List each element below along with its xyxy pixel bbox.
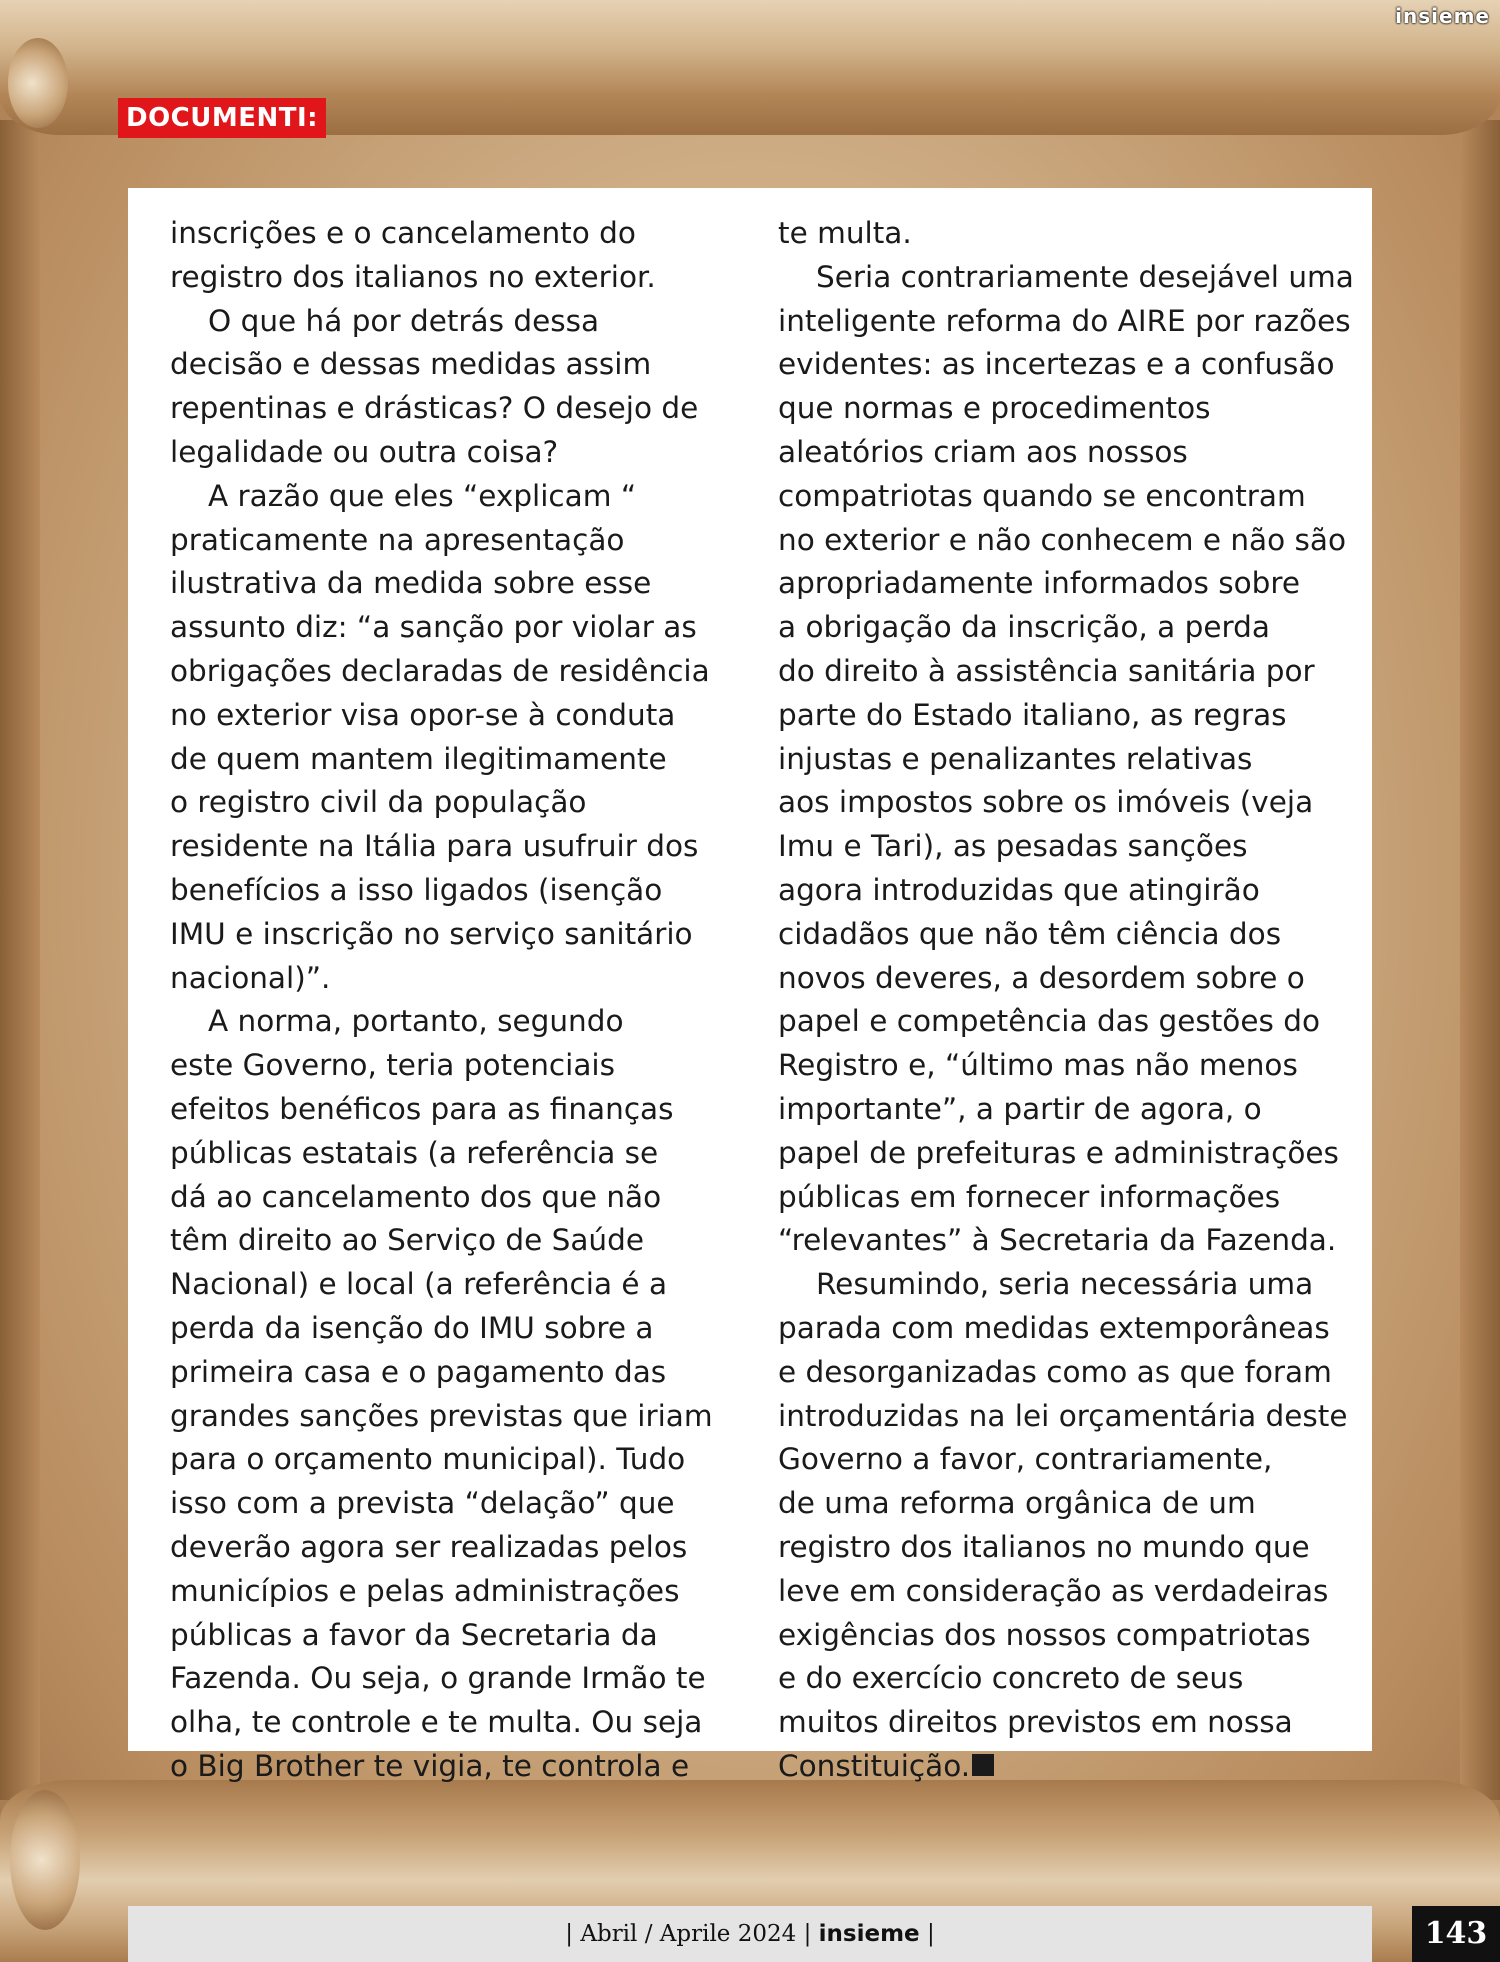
article-line — [170, 1263, 730, 1307]
article-line — [778, 431, 1348, 475]
article-line-text: perda da isenção do IMU sobre a — [170, 1310, 654, 1345]
article-line-text: agora introduzidas que atingirão — [778, 872, 1260, 907]
article-line — [778, 300, 1351, 344]
article-right-column — [778, 212, 1354, 1789]
scroll-bottom-curl — [10, 1790, 80, 1930]
article-line — [170, 1701, 730, 1745]
article-line-text: que normas e procedimentos — [778, 391, 1211, 426]
article-line — [170, 1745, 730, 1789]
article-line-text: obrigações declaradas de residência — [170, 653, 710, 688]
article-line — [778, 212, 1348, 256]
article-line — [170, 1482, 730, 1526]
article-line-text: de uma reforma orgânica de um — [778, 1486, 1256, 1521]
article-line-text: IMU e inscrição no serviço sanitário — [170, 916, 693, 951]
parchment-right-edge — [1460, 120, 1500, 1800]
article-line-text: parte do Estado italiano, as regras — [778, 697, 1287, 732]
article-line — [778, 1088, 1348, 1132]
article-line — [170, 387, 730, 431]
article-line — [778, 781, 1348, 825]
article-line — [778, 913, 1348, 957]
article-line — [170, 1132, 730, 1176]
article-line-text: públicas em fornecer informações — [778, 1179, 1281, 1214]
article-line-text: Governo a favor, contrariamente, — [778, 1442, 1273, 1477]
article-line-text: o registro civil da população — [170, 785, 587, 820]
article-line — [778, 650, 1348, 694]
article-panel — [128, 188, 1372, 1783]
article-line-text: repentinas e drásticas? O desejo de — [170, 391, 699, 426]
article-line-text: assunto diz: “a sanção por violar as — [170, 610, 697, 645]
article-line-text: A norma, portanto, segundo — [208, 1004, 624, 1039]
article-line — [170, 256, 730, 300]
footer-separator: | — [926, 1921, 935, 1947]
article-line — [170, 957, 730, 1001]
article-line-text: do direito à assistência sanitária por — [778, 653, 1315, 688]
article-line-text: registro dos italianos no mundo que — [778, 1529, 1310, 1564]
article-line-text: ilustrativa da medida sobre esse — [170, 566, 652, 601]
article-line — [170, 1614, 730, 1658]
article-line — [170, 212, 730, 256]
article-line-text: olha, te controle e te multa. Ou seja — [170, 1705, 703, 1740]
article-line-text: papel e competência das gestões do — [778, 1004, 1321, 1039]
article-line — [778, 1570, 1348, 1614]
article-line — [778, 1263, 1348, 1307]
footer-text — [128, 1906, 1372, 1962]
article-line-text: nacional)”. — [170, 960, 331, 995]
article-line-text: o Big Brother te vigia, te controla e — [170, 1748, 690, 1783]
article-line — [170, 1438, 730, 1482]
article-line-text: no exterior visa opor-se à conduta — [170, 697, 676, 732]
article-line-text: papel de prefeituras e administrações — [778, 1135, 1339, 1170]
article-line-text: novos deveres, a desordem sobre o — [778, 960, 1305, 995]
article-line-text: Seria contrariamente desejável uma — [816, 259, 1354, 294]
article-line — [778, 738, 1348, 782]
article-line-text: benefícios a isso ligados (isenção — [170, 872, 663, 907]
scroll-top-curl — [8, 38, 68, 128]
article-line-text: apropriadamente informados sobre — [778, 566, 1300, 601]
article-line — [170, 738, 730, 782]
article-line — [778, 869, 1348, 913]
article-line-text: te multa. — [778, 216, 912, 250]
article-line-text: praticamente na apresentação — [170, 522, 625, 557]
article-line — [778, 1438, 1348, 1482]
article-line — [170, 1570, 730, 1614]
article-line-text: legalidade ou outra coisa? — [170, 434, 559, 469]
article-line — [170, 1000, 730, 1044]
article-line-text: públicas estatais (a referência se — [170, 1135, 659, 1170]
article-line — [170, 1351, 730, 1395]
article-line-text: muitos direitos previstos em nossa — [778, 1705, 1293, 1740]
article-line-text: registro dos italianos no exterior. — [170, 259, 656, 294]
article-line-text: Imu e Tari), as pesadas sanções — [778, 829, 1248, 864]
article-line — [778, 343, 1348, 387]
article-line — [778, 1526, 1348, 1570]
article-line — [170, 519, 730, 563]
article-line — [778, 256, 1354, 300]
article-line-text: “relevantes” à Secretaria da Fazenda. — [778, 1223, 1337, 1258]
article-line-text: inteligente reforma do AIRE por razões — [778, 303, 1351, 338]
article-line — [778, 1395, 1348, 1439]
article-line — [170, 343, 730, 387]
article-line — [170, 869, 730, 913]
article-line-text: municípios e pelas administrações — [170, 1573, 680, 1608]
article-line — [170, 1307, 730, 1351]
article-line — [170, 1088, 730, 1132]
article-line-text: este Governo, teria potenciais — [170, 1048, 615, 1083]
article-line — [778, 1307, 1348, 1351]
article-line — [170, 781, 730, 825]
article-line — [778, 1657, 1348, 1701]
article-line — [778, 387, 1348, 431]
article-line — [778, 694, 1348, 738]
article-line-text: aleatórios criam aos nossos — [778, 434, 1188, 469]
article-line-text: primeira casa e o pagamento das — [170, 1354, 667, 1389]
magazine-logo: insieme — [1395, 4, 1490, 28]
article-line — [170, 1219, 730, 1263]
article-line-text: Fazenda. Ou seja, o grande Irmão te — [170, 1661, 706, 1696]
page-number: 143 — [1412, 1906, 1500, 1962]
article-line-text: têm direito ao Serviço de Saúde — [170, 1223, 645, 1258]
article-line-text: evidentes: as incertezas e a confusão — [778, 347, 1335, 382]
article-line — [170, 431, 730, 475]
article-line-text: Registro e, “último mas não menos — [778, 1048, 1298, 1083]
article-line — [170, 475, 730, 519]
article-line-text: residente na Itália para usufruir dos — [170, 829, 699, 864]
article-line — [778, 475, 1348, 519]
article-line-text: inscrições e o cancelamento do — [170, 216, 636, 250]
article-line-text: deverão agora ser realizadas pelos — [170, 1529, 688, 1564]
parchment-left-edge — [0, 120, 40, 1800]
article-line-text: injustas e penalizantes relativas — [778, 741, 1253, 776]
footer-bar — [128, 1906, 1372, 1962]
article-line-text: e do exercício concreto de seus — [778, 1661, 1244, 1696]
article-line-text: compatriotas quando se encontram — [778, 478, 1306, 513]
article-line — [170, 1526, 730, 1570]
article-line-text: e desorganizadas como as que foram — [778, 1354, 1332, 1389]
article-line — [778, 957, 1348, 1001]
article-line-text: parada com medidas extemporâneas — [778, 1310, 1330, 1345]
article-left-column — [170, 212, 730, 1789]
article-line — [778, 1176, 1348, 1220]
article-line-text: no exterior e não conhecem e não são — [778, 522, 1347, 557]
article-line-text: decisão e dessas medidas assim — [170, 347, 652, 382]
article-line — [170, 562, 730, 606]
article-line — [778, 519, 1348, 563]
article-line — [170, 650, 730, 694]
article-line-text: de quem mantem ilegitimamente — [170, 741, 667, 776]
article-line-text: introduzidas na lei orçamentária deste — [778, 1398, 1348, 1433]
article-line-text: públicas a favor da Secretaria da — [170, 1617, 658, 1652]
article-line-text: dá ao cancelamento dos que não — [170, 1179, 662, 1214]
article-line — [778, 1219, 1348, 1263]
article-line-text: grandes sanções previstas que iriam — [170, 1398, 713, 1433]
article-line-text: efeitos benéficos para as finanças — [170, 1091, 674, 1126]
article-line-text: exigências dos nossos compatriotas — [778, 1617, 1311, 1652]
article-line — [170, 300, 730, 344]
article-line-text: a obrigação da inscrição, a perda — [778, 610, 1270, 645]
article-line — [778, 606, 1348, 650]
article-line-text: isso com a prevista “delação” que — [170, 1486, 675, 1521]
article-line — [170, 825, 730, 869]
article-line — [170, 694, 730, 738]
footer-issue-date: | Abril / Aprile 2024 | — [565, 1921, 812, 1947]
article-line — [778, 1044, 1348, 1088]
article-line — [778, 1482, 1348, 1526]
article-line — [778, 1614, 1348, 1658]
article-line — [778, 1132, 1348, 1176]
article-line — [170, 1395, 730, 1439]
article-line — [778, 825, 1348, 869]
article-line-text: Resumindo, seria necessária uma — [816, 1267, 1314, 1302]
article-line-text: Nacional) e local (a referência é a — [170, 1267, 668, 1302]
article-line-text: leve em consideração as verdadeiras — [778, 1573, 1329, 1608]
article-line-text: A razão que eles “explicam “ — [208, 478, 637, 513]
section-tag: DOCUMENTI: — [118, 98, 326, 138]
end-of-article-mark — [972, 1754, 994, 1776]
article-line — [778, 1701, 1348, 1745]
article-line-text: importante”, a partir de agora, o — [778, 1091, 1262, 1126]
article-line — [778, 1745, 1348, 1789]
article-line — [170, 1657, 730, 1701]
article-line-text: Constituição. — [778, 1748, 971, 1783]
article-line-text: O que há por detrás dessa — [208, 303, 600, 338]
footer-brand: insieme — [818, 1921, 920, 1947]
article-line-text: cidadãos que não têm ciência dos — [778, 916, 1282, 951]
article-line — [170, 1044, 730, 1088]
article-line — [778, 1351, 1348, 1395]
article-line — [170, 913, 730, 957]
article-line — [778, 1000, 1348, 1044]
article-line — [170, 606, 730, 650]
article-line-text: aos impostos sobre os imóveis (veja — [778, 785, 1314, 820]
article-line — [170, 1176, 730, 1220]
article-line-text: para o orçamento municipal). Tudo — [170, 1442, 686, 1477]
article-line — [778, 562, 1348, 606]
